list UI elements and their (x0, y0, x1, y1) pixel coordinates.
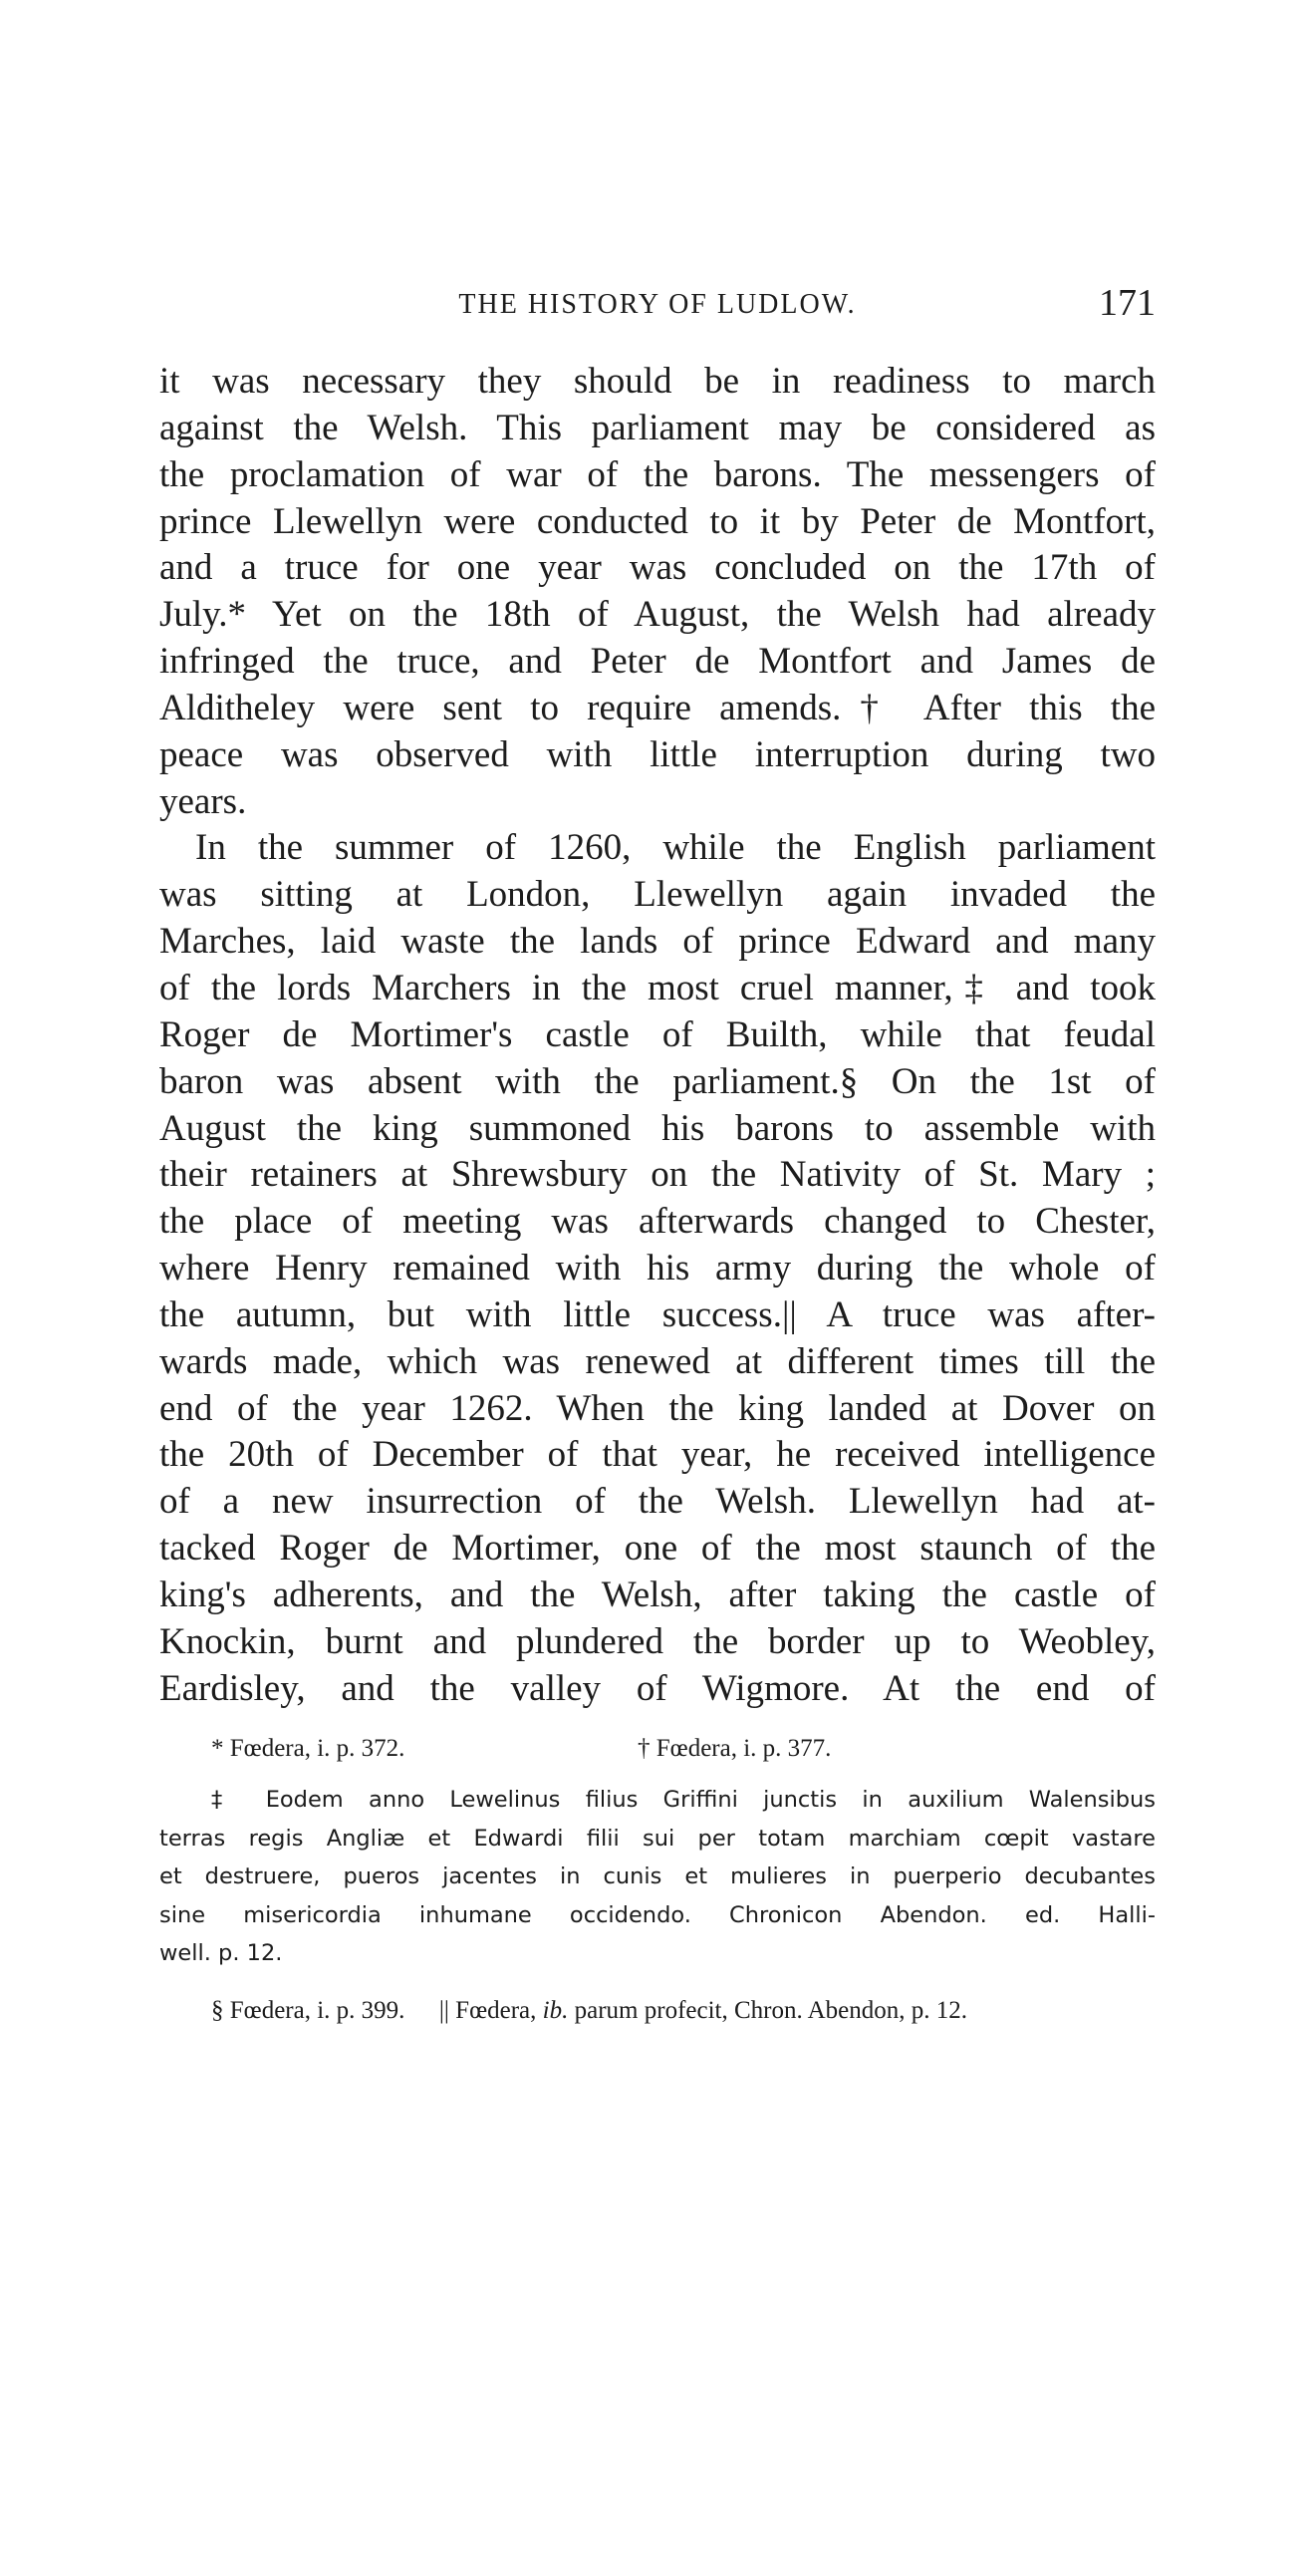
footnote-line: et destruere, pueros jacentes in cunis et mulieres in puerperio decubantes (159, 1863, 1156, 1889)
footnote-1: * Fœdera, i. p. 372. (211, 1735, 405, 1762)
paragraph-start-line: In the summer of 1260, while the English parliament (195, 827, 1156, 869)
text-line: end of the year 1262. When the king landed at Dover on (159, 1387, 1156, 1429)
footnote-line: well. p. 12. (159, 1940, 283, 1966)
footnote-3 (159, 1781, 1156, 1973)
text-line: baron was absent with the parliament.§ On the 1st of (159, 1060, 1156, 1102)
text-line: Marches, laid waste the lands of prince Edward and many (159, 921, 1156, 963)
footnote-line: terras regis Angliæ et Edwardi filii sui per totam marchiam cœpit vastare (159, 1825, 1156, 1852)
text-line: infringed the truce, and Peter de Montfort and James de (159, 641, 1156, 683)
footnote-4: § Fœdera, i. p. 399. (211, 1996, 405, 2024)
footnote-line: sine misericordia inhumane occidendo. Chronicon Abendon. ed. Halli- (159, 1901, 1156, 1928)
text-line: the place of meeting was afterwards changed to Chester, (159, 1201, 1156, 1243)
text-line: and a truce for one year was concluded on the 17th of (159, 547, 1156, 589)
footnote-2: † Fœdera, i. p. 377. (638, 1735, 832, 1762)
text-line: August the king summoned his barons to assemble with (159, 1107, 1156, 1149)
page-number: 171 (1099, 282, 1156, 324)
text-line: peace was observed with little interruption during two (159, 733, 1156, 775)
text-line: against the Welsh. This parliament may be considered as (159, 407, 1156, 448)
text-line: their retainers at Shrewsbury on the Nativity of St. Mary ; (159, 1154, 1156, 1196)
footnote-5-ibid: ib. (542, 1996, 569, 2024)
text-line: of the lords Marchers in the most cruel manner,‡ and took (159, 967, 1156, 1008)
text-line: July.* Yet on the 18th of August, the Welsh had already (159, 594, 1156, 636)
text-line: prince Llewellyn were conducted to it by Peter de Montfort, (159, 500, 1156, 542)
text-line: where Henry remained with his army during the whole of (159, 1248, 1156, 1289)
running-head (159, 281, 1156, 331)
text-line: Eardisley, and the valley of Wigmore. At the end of (159, 1667, 1156, 1709)
footnotes (159, 1729, 1156, 2031)
text-line: Roger de Mortimer's castle of Builth, while that feudal (159, 1013, 1156, 1055)
footnote-5-suffix: parum profecit, Chron. Abendon, p. 12. (574, 1996, 967, 2024)
text-line: was sitting at London, Llewellyn again invaded the (159, 874, 1156, 916)
text-line: it was necessary they should be in readiness to march (159, 361, 1156, 402)
text-line: of a new insurrection of the Welsh. Llewellyn had at- (159, 1481, 1156, 1523)
text-line: the 20th of December of that year, he received intelligence (159, 1434, 1156, 1476)
footnote-row (159, 1729, 1156, 1769)
text-line: Knockin, burnt and plundered the border up to Weobley, (159, 1620, 1156, 1662)
running-title: THE HISTORY OF LUDLOW. (458, 289, 857, 320)
text-line: the autumn, but with little success.|| A truce was after- (159, 1293, 1156, 1335)
footnote-5-prefix: || Fœdera, (438, 1996, 537, 2024)
text-line: king's adherents, and the Welsh, after taking the castle of (159, 1574, 1156, 1615)
footnote-row-final (159, 1991, 1156, 2031)
body-text (159, 359, 1156, 1712)
text-line: Alditheley were sent to require amends.† After this the (159, 687, 1156, 728)
text-line: years. (159, 780, 247, 822)
text-line: tacked Roger de Mortimer, one of the most staunch of the (159, 1528, 1156, 1570)
text-line: wards made, which was renewed at different times till the (159, 1340, 1156, 1382)
text-line: the proclamation of war of the barons. The messengers of (159, 453, 1156, 495)
footnote-line: ‡ Eodem anno Lewelinus filius Griffini junctis in auxilium Walensibus (211, 1787, 1156, 1813)
